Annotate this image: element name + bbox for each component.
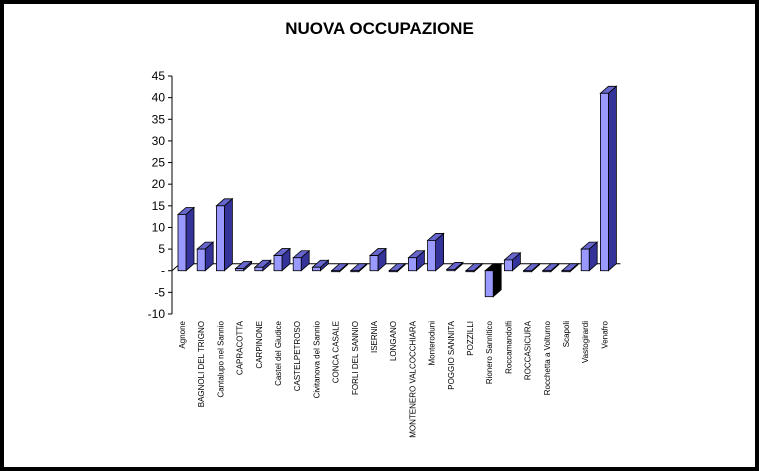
x-tick-label: Civitanova del Sannio [312,321,322,399]
x-tick-label: Vastogirardi [581,321,591,364]
bar [389,271,397,272]
x-tick-label: Scapoli [562,321,571,348]
bar [255,267,263,270]
y-tick-label: 15 [151,198,165,213]
x-tick-label: POZZILLI [466,321,475,356]
x-tick-label: FORLI DEL SANNIO [350,321,360,395]
bar [197,249,205,271]
y-tick-label: 10 [151,220,165,235]
bar [581,249,589,271]
chart-title: NUOVA OCCUPAZIONE [285,19,474,38]
bar [370,256,378,271]
x-tick-label: Monteroduni [427,321,437,366]
y-tick-label: - [161,263,165,278]
bar [274,256,282,271]
y-tick-label: 25 [151,155,165,170]
bar [293,258,301,271]
y-tick-label: -5 [154,285,165,300]
y-tick-label: 35 [151,112,165,127]
x-tick-label: Castel del Giudice [274,321,283,386]
bar [332,271,340,272]
x-tick-label: BAGNOLI DEL TRIGNO [197,321,207,408]
bar [216,206,224,271]
bar [543,271,551,272]
bar-side [224,199,232,271]
x-tick-label: POGGIO SANNITA [446,321,456,390]
x-tick-label: Rocchetta a Volturno [542,321,552,396]
bar [351,271,359,272]
bar [600,93,608,270]
bar-side [186,207,194,270]
y-tick-label: 45 [151,69,165,83]
bar [428,240,436,270]
bar [562,271,570,272]
x-tick-label: Rionero Sannitico [485,321,495,385]
x-tick-label: ISERNIA [370,321,379,354]
bar [466,271,474,272]
x-tick-label: LONGANO [389,321,399,362]
bar [408,258,416,271]
x-tick-label: CONCA CASALE [331,321,341,384]
bar [524,271,532,272]
x-tick-label: CAPRACOTTA [235,321,245,376]
bar [178,214,186,270]
x-tick-label: ROCCASICURA [523,321,533,381]
bar [504,260,512,271]
x-tick-label: Cantalupo nel Sannio [216,321,226,398]
bar [312,267,320,270]
y-tick-label: 5 [158,242,165,257]
y-tick-label: 40 [151,90,165,105]
y-tick-label: -10 [147,307,165,321]
x-tick-label: CARPINONE [254,321,264,369]
bar [447,269,455,270]
bar [236,269,244,271]
x-tick-label: Agnone [178,321,187,349]
bar-side [608,86,616,270]
bar [485,271,493,297]
y-tick-label: 30 [151,133,165,148]
y-tick-label: 20 [151,177,165,192]
x-tick-label: Venafro [600,321,610,349]
x-tick-label: CASTELPETROSO [293,321,303,392]
x-tick-label: Roccamandolfi [504,321,514,374]
x-tick-label: MONTENERO VALCOCCHIARA [408,321,418,438]
